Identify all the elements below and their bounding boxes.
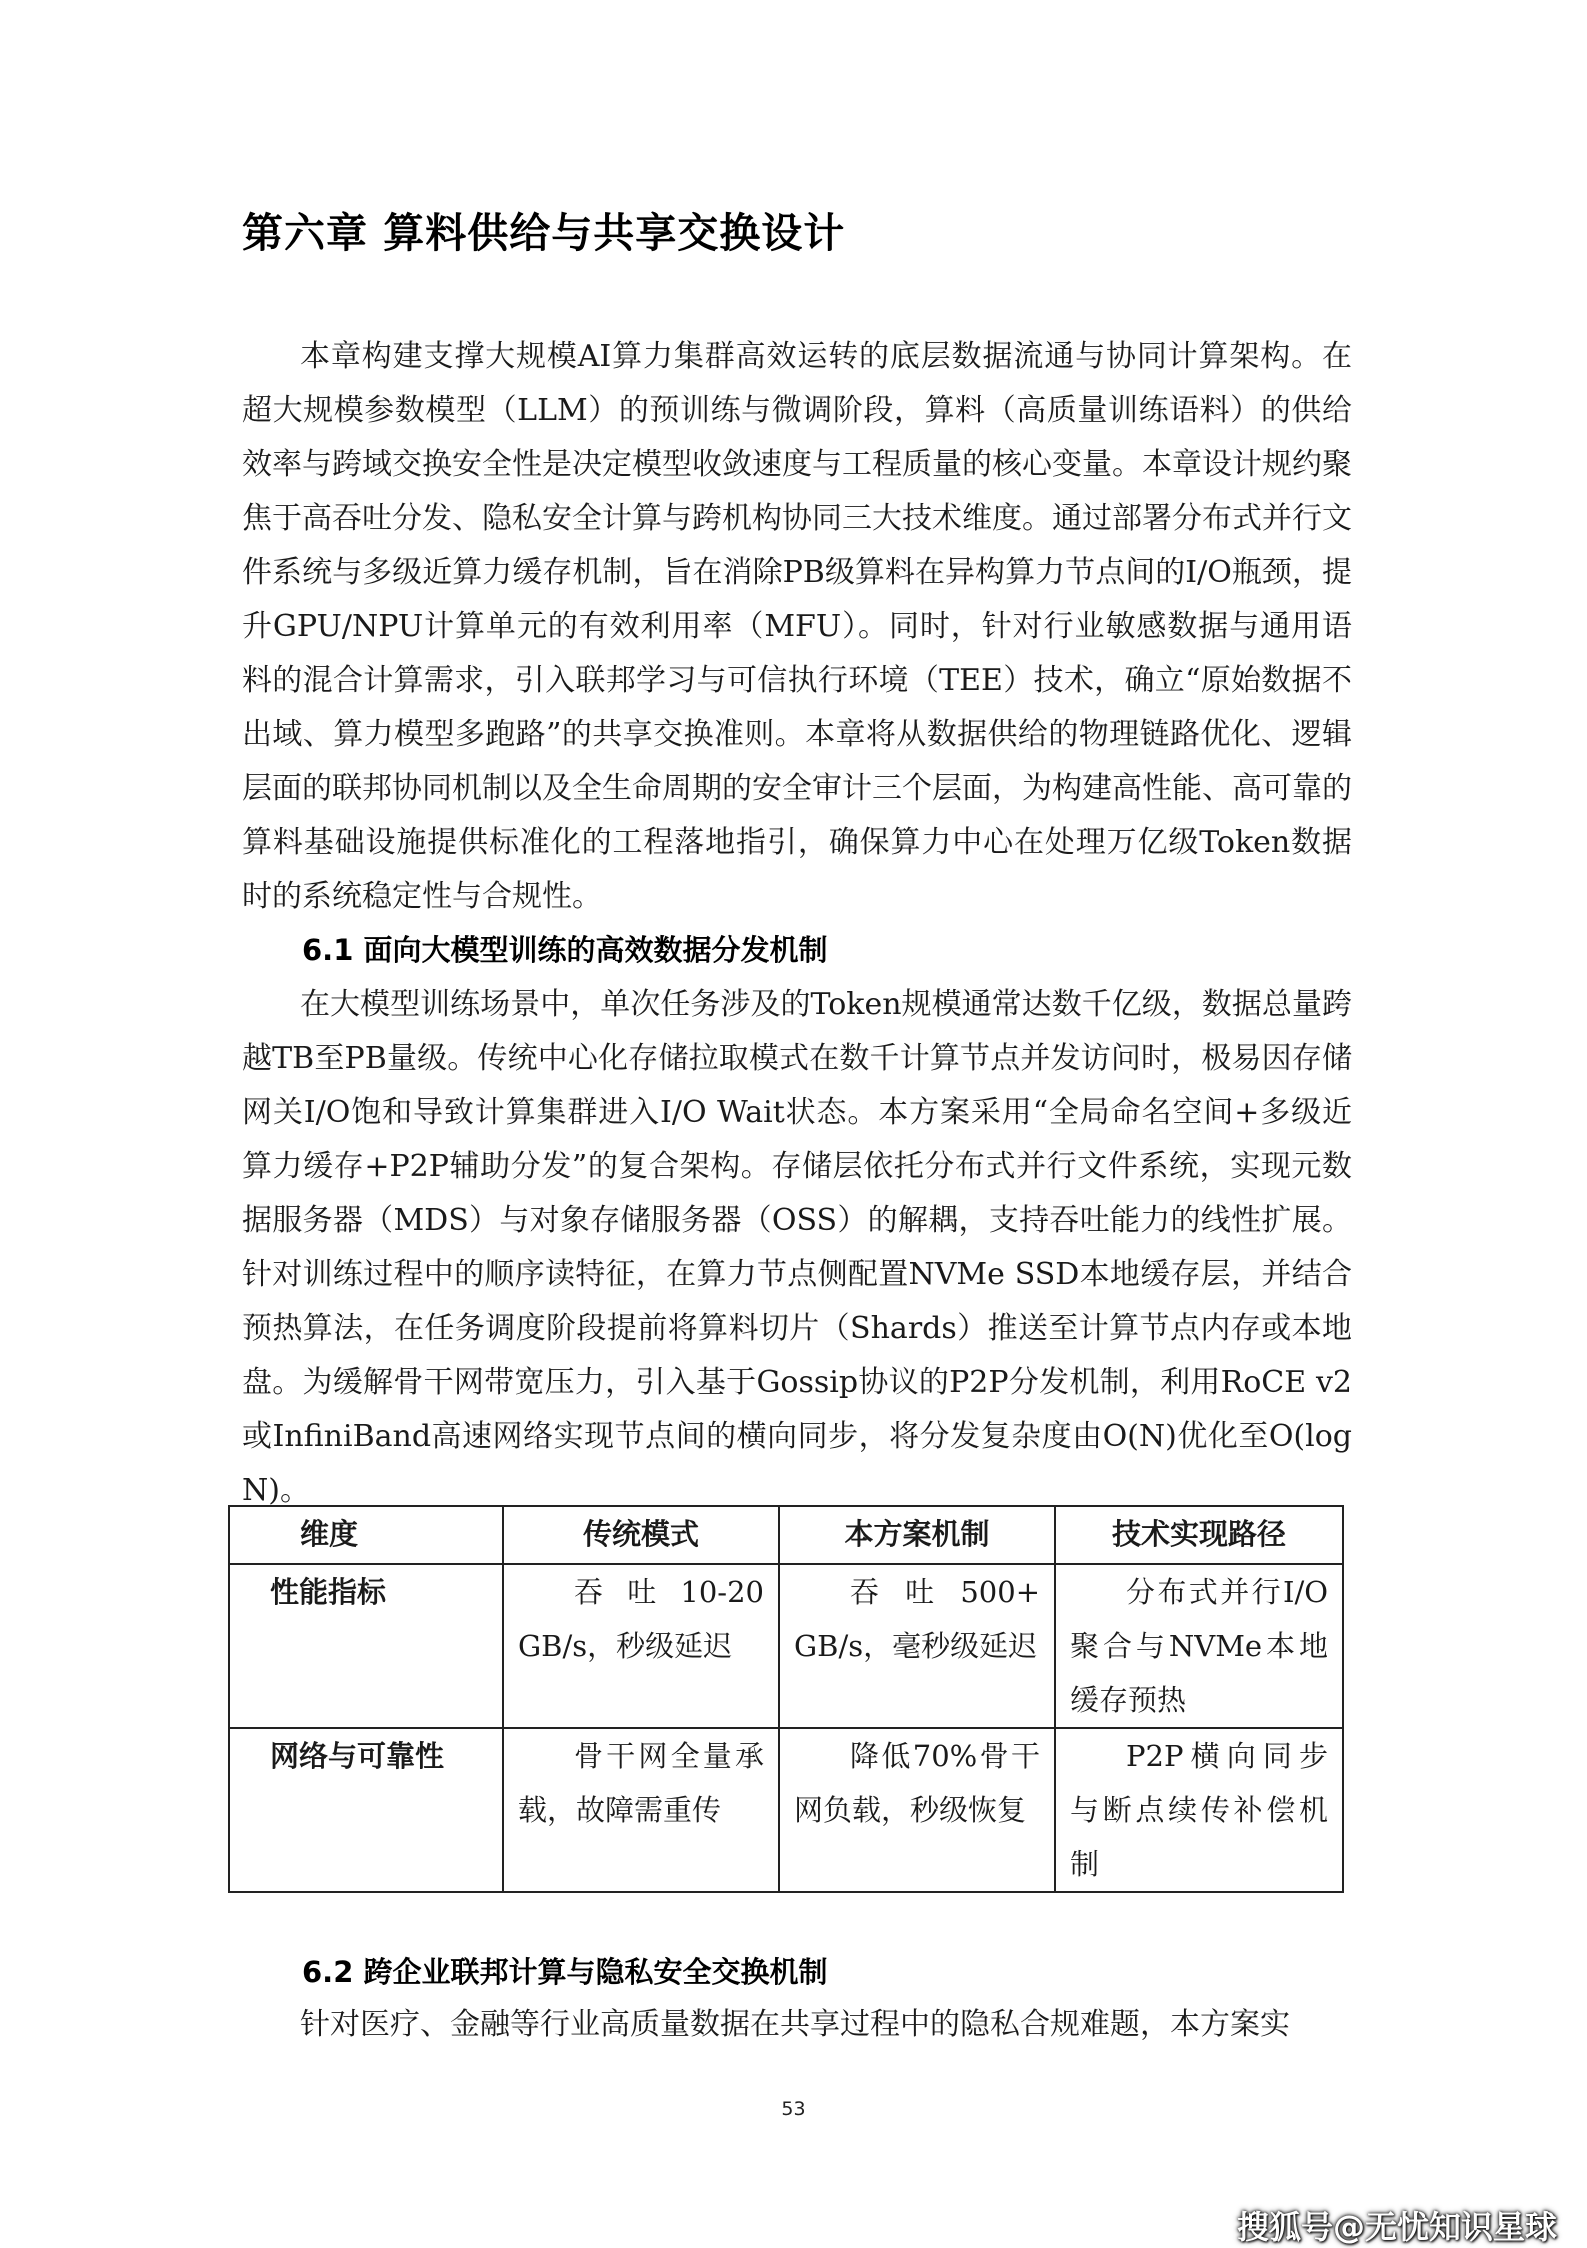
table-cell: 降低70%骨干网负载，秒级恢复 — [779, 1728, 1055, 1892]
table-header-cell: 本方案机制 — [779, 1506, 1055, 1564]
intro-paragraph: 本章构建支撑大规模AI算力集群高效运转的底层数据流通与协同计算架构。在超大规模参数模型（LLM）的预训练与微调阶段，算料（高质量训练语料）的供给效率与跨域交换安全性是决定模型收敛速度与工程质量的核心变量。本章设计规约聚焦于高吞吐分发、隐私安全计算与跨机构协同三大技术维度。通过部署分布式并行文件系统与多级近算力缓存机制，旨在消除PB级算料在异构算力节点间的I/O瓶颈，提升GPU/NPU计算单元的有效利用率（MFU）。同时，针对行业敏感数据与通用语料的混合计算需求，引入联邦学习与可信执行环境（TEE）技术，确立“原始数据不出域、算力模型多跑路”的共享交换准则。本章将从数据供给的物理链路优化、逻辑层面的联邦协同机制以及全生命周期的安全审计三个层面，为构建高性能、高可靠的算料基础设施提供标准化的工程落地指引，确保算力中心在处理万亿级Token数据时的系统稳定性与合规性。 — [242, 339, 1352, 914]
table-header-cell: 传统模式 — [503, 1506, 779, 1564]
table-row — [229, 1564, 1343, 1728]
table-cell: 分布式并行I/O聚合与NVMe本地缓存预热 — [1055, 1564, 1343, 1728]
table-cell: 骨干网全量承载，故障需重传 — [503, 1728, 779, 1892]
table-row-header: 网络与可靠性 — [229, 1728, 503, 1892]
table-header-row — [229, 1506, 1343, 1564]
table-cell: 吞吐10-20 GB/s，秒级延迟 — [503, 1564, 779, 1728]
watermark: 搜狐号@无忧知识星球 — [1236, 2208, 1557, 2246]
section-6-1-title: 6.1 面向大模型训练的高效数据分发机制 — [302, 933, 828, 967]
table-cell: 吞吐500+ GB/s，毫秒级延迟 — [779, 1564, 1055, 1728]
table-header-cell: 维度 — [229, 1506, 503, 1564]
table-row-header: 性能指标 — [229, 1564, 503, 1728]
section-6-1-paragraph: 在大模型训练场景中，单次任务涉及的Token规模通常达数千亿级，数据总量跨越TB至PB量级。传统中心化存储拉取模式在数千计算节点并发访问时，极易因存储网关I/O饱和导致计算集群进入I/O Wait状态。本方案采用“全局命名空间+多级近算力缓存+P2P辅助分发”的复合架构。存储层依托分布式并行文件系统，实现元数据服务器（MDS）与对象存储服务器（OSS）的解耦，支持吞吐能力的线性扩展。针对训练过程中的顺序读特征，在算力节点侧配置NVMe SSD本地缓存层，并结合预热算法，在任务调度阶段提前将算料切片（Shards）推送至计算节点内存或本地盘。为缓解骨干网带宽压力，引入基于Gossip协议的P2P分发机制，利用RoCE v2或InfiniBand高速网络实现节点间的横向同步，将分发复杂度由O(N)优化至O(log N)。 — [242, 987, 1352, 1508]
table-row — [229, 1728, 1343, 1892]
section-6-2-paragraph: 针对医疗、金融等行业高质量数据在共享过程中的隐私合规难题，本方案实 — [300, 2007, 1290, 2042]
chapter-title: 第六章 算料供给与共享交换设计 — [242, 209, 846, 257]
comparison-table — [228, 1505, 1344, 1893]
section-6-2-title: 6.2 跨企业联邦计算与隐私安全交换机制 — [302, 1955, 828, 1989]
table-cell: P2P横向同步与断点续传补偿机制 — [1055, 1728, 1343, 1892]
page-number: 53 — [781, 2098, 806, 2120]
table-header-cell: 技术实现路径 — [1055, 1506, 1343, 1564]
